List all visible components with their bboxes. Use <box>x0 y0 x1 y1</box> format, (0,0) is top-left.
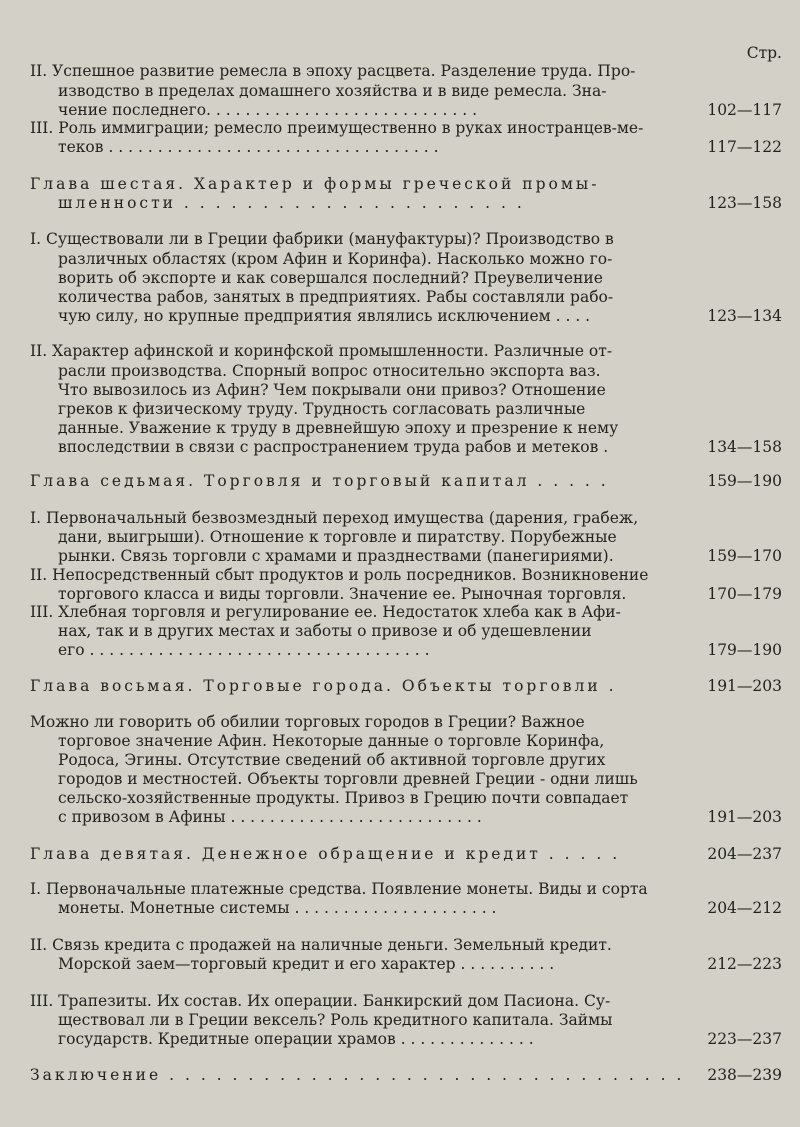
toc-line-text: дани, выигрыши). Отношение к торговле и пиратству. Порубежные <box>58 528 617 546</box>
toc-line-text: государств. Кредитные операции храмов . . . . . . . . . . . . . . <box>58 1030 534 1048</box>
toc-chapter-line <box>0 675 800 697</box>
toc-line-text: Что вывозилось из Афин? Чем покрывали они привоз? Отношение <box>58 381 606 399</box>
toc-line-text: количества рабов, занятых в предприятиях. Рабы составляли рабо- <box>58 288 614 306</box>
toc-line-text: торгового класса и виды торговли. Значение ее. Рыночная торговля. <box>58 585 627 603</box>
toc-page-range: 159—190 <box>707 472 782 490</box>
toc-line-text: монеты. Монетные системы . . . . . . . . . . . . . . . . . . . . . <box>58 899 497 917</box>
toc-line-text: ворить об экспорте и как совершался последний? Преувеличение <box>58 269 603 287</box>
toc-line-text: III. Хлебная торговля и регулирование ее. Недостаток хлеба как в Афи- <box>30 603 621 621</box>
toc-line-text: Заключение . . . . . . . . . . . . . . . . . . . . . . . . . . . . . . . . . <box>30 1066 685 1084</box>
toc-line-text: торговое значение Афин. Некоторые данные о торговле Коринфа, <box>58 732 605 750</box>
toc-line-text: Глава восьмая. Торговые города. Объекты торговли . <box>30 677 617 695</box>
toc-line-text: Глава седьмая. Торговля и торговый капитал . . . . . <box>30 472 609 490</box>
toc-line-text: Глава девятая. Денежное обращение и кредит . . . . . <box>30 845 621 863</box>
toc-line-text: II. Успешное развитие ремесла в эпоху расцвета. Разделение труда. Про- <box>30 62 636 80</box>
toc-line <box>0 340 800 362</box>
toc-line-text: впоследствии в связи с распространением труда рабов и метеков . <box>58 438 609 456</box>
toc-line-text: Морской заем—торговый кредит и его характер . . . . . . . . . . <box>58 955 555 973</box>
toc-page-range: 223—237 <box>707 1030 782 1048</box>
toc-line-text: сельско-хозяйственные продукты. Привоз в Грецию почти совпадает <box>58 789 629 807</box>
toc-line-text: Можно ли говорить об обилии торговых городов в Греции? Важное <box>30 713 585 731</box>
toc-line-text: греков к физическому труду. Трудность согласовать различные <box>58 400 586 418</box>
toc-page-range: 238—239 <box>707 1066 782 1084</box>
toc-line-text: рынки. Связь торговли с храмами и празднествами (панегириями). <box>58 547 614 565</box>
toc-chapter-line <box>0 470 800 492</box>
toc-line <box>0 1028 800 1050</box>
toc-line-text: ществовал ли в Греции вексель? Роль кредитного капитала. Займы <box>58 1011 613 1029</box>
toc-page-range: 204—212 <box>707 899 782 917</box>
toc-line-text: расли производства. Спорный вопрос относительно экспорта ваз. <box>58 362 601 380</box>
toc-line-text: изводство в пределах домашнего хозяйства и в виде ремесла. Зна- <box>58 82 607 100</box>
toc-page-range: 102—117 <box>707 101 782 119</box>
toc-line-text: городов и местностей. Объекты торговли древней Греции - одни лишь <box>58 770 638 788</box>
toc-page-range: 212—223 <box>707 955 782 973</box>
toc-line-text: его . . . . . . . . . . . . . . . . . . . . . . . . . . . . . . . . . . . <box>58 641 430 659</box>
toc-page-range: 159—170 <box>707 547 782 565</box>
toc-line-text: Глава шестая. Характер и формы греческой промы- <box>30 175 600 193</box>
toc-page-range: 117—122 <box>707 138 782 156</box>
toc-line <box>0 60 800 82</box>
toc-page-range: 191—203 <box>707 677 782 695</box>
toc-line <box>0 436 800 458</box>
toc-line <box>0 806 800 828</box>
toc-line-text: различных областях (кром Афин и Коринфа). Насколько можно го- <box>58 250 613 268</box>
toc-page-range: 179—190 <box>707 641 782 659</box>
toc-line-text: III. Роль иммиграции; ремесло преимущественно в руках иностранцев-ме- <box>30 119 644 137</box>
toc-line <box>0 136 800 158</box>
toc-line-text: I. Первоначальный безвозмездный переход имущества (дарения, грабеж, <box>30 509 639 527</box>
toc-line-text: шленности . . . . . . . . . . . . . . . . . . . . . . <box>58 194 525 212</box>
toc-line-text: II. Непосредственный сбыт продуктов и роль посредников. Возникновение <box>30 566 649 584</box>
toc-line-text: чение последнего. . . . . . . . . . . . . . . . . . . . . . . . . . . . <box>58 101 478 119</box>
toc-line-text: II. Характер афинской и коринфской промышленности. Различные от- <box>30 342 613 360</box>
toc-page-range: 123—158 <box>707 194 782 212</box>
toc-page-range: 170—179 <box>707 585 782 603</box>
toc-line <box>0 897 800 919</box>
toc-line-text: нах, так и в других местах и заботы о привозе и об удешевлении <box>58 622 592 640</box>
toc-line-text: с привозом в Афины . . . . . . . . . . . . . . . . . . . . . . . . . . <box>58 808 482 826</box>
page-column-label: Стр. <box>746 44 782 62</box>
toc-page-range: 134—158 <box>707 438 782 456</box>
toc-chapter-line <box>0 192 800 214</box>
toc-chapter-line <box>0 1064 800 1086</box>
toc-line <box>0 639 800 661</box>
toc-line-text: Родоса, Эгины. Отсутствие сведений об активной торговле других <box>58 751 606 769</box>
toc-line-text: I. Первоначальные платежные средства. Появление монеты. Виды и сорта <box>30 880 648 898</box>
toc-line <box>0 228 800 250</box>
toc-page-range: 123—134 <box>707 307 782 325</box>
toc-line-text: данные. Уважение к труду в древнейшую эпоху и презрение к нему <box>58 419 619 437</box>
toc-line-text: чую силу, но крупные предприятия являлись исключением . . . . <box>58 307 591 325</box>
toc-page-range: 191—203 <box>707 808 782 826</box>
toc-chapter-line <box>0 843 800 865</box>
toc-page-range: 204—237 <box>707 845 782 863</box>
toc-line <box>0 953 800 975</box>
toc-line-text: III. Трапезиты. Их состав. Их операции. Банкирский дом Пасиона. Су- <box>30 992 611 1010</box>
toc-line-text: I. Существовали ли в Греции фабрики (мануфактуры)? Производство в <box>30 230 614 248</box>
toc-line-text: II. Связь кредита с продажей на наличные деньги. Земельный кредит. <box>30 936 612 954</box>
toc-line <box>0 305 800 327</box>
toc-line-text: теков . . . . . . . . . . . . . . . . . . . . . . . . . . . . . . . . . . <box>58 138 439 156</box>
